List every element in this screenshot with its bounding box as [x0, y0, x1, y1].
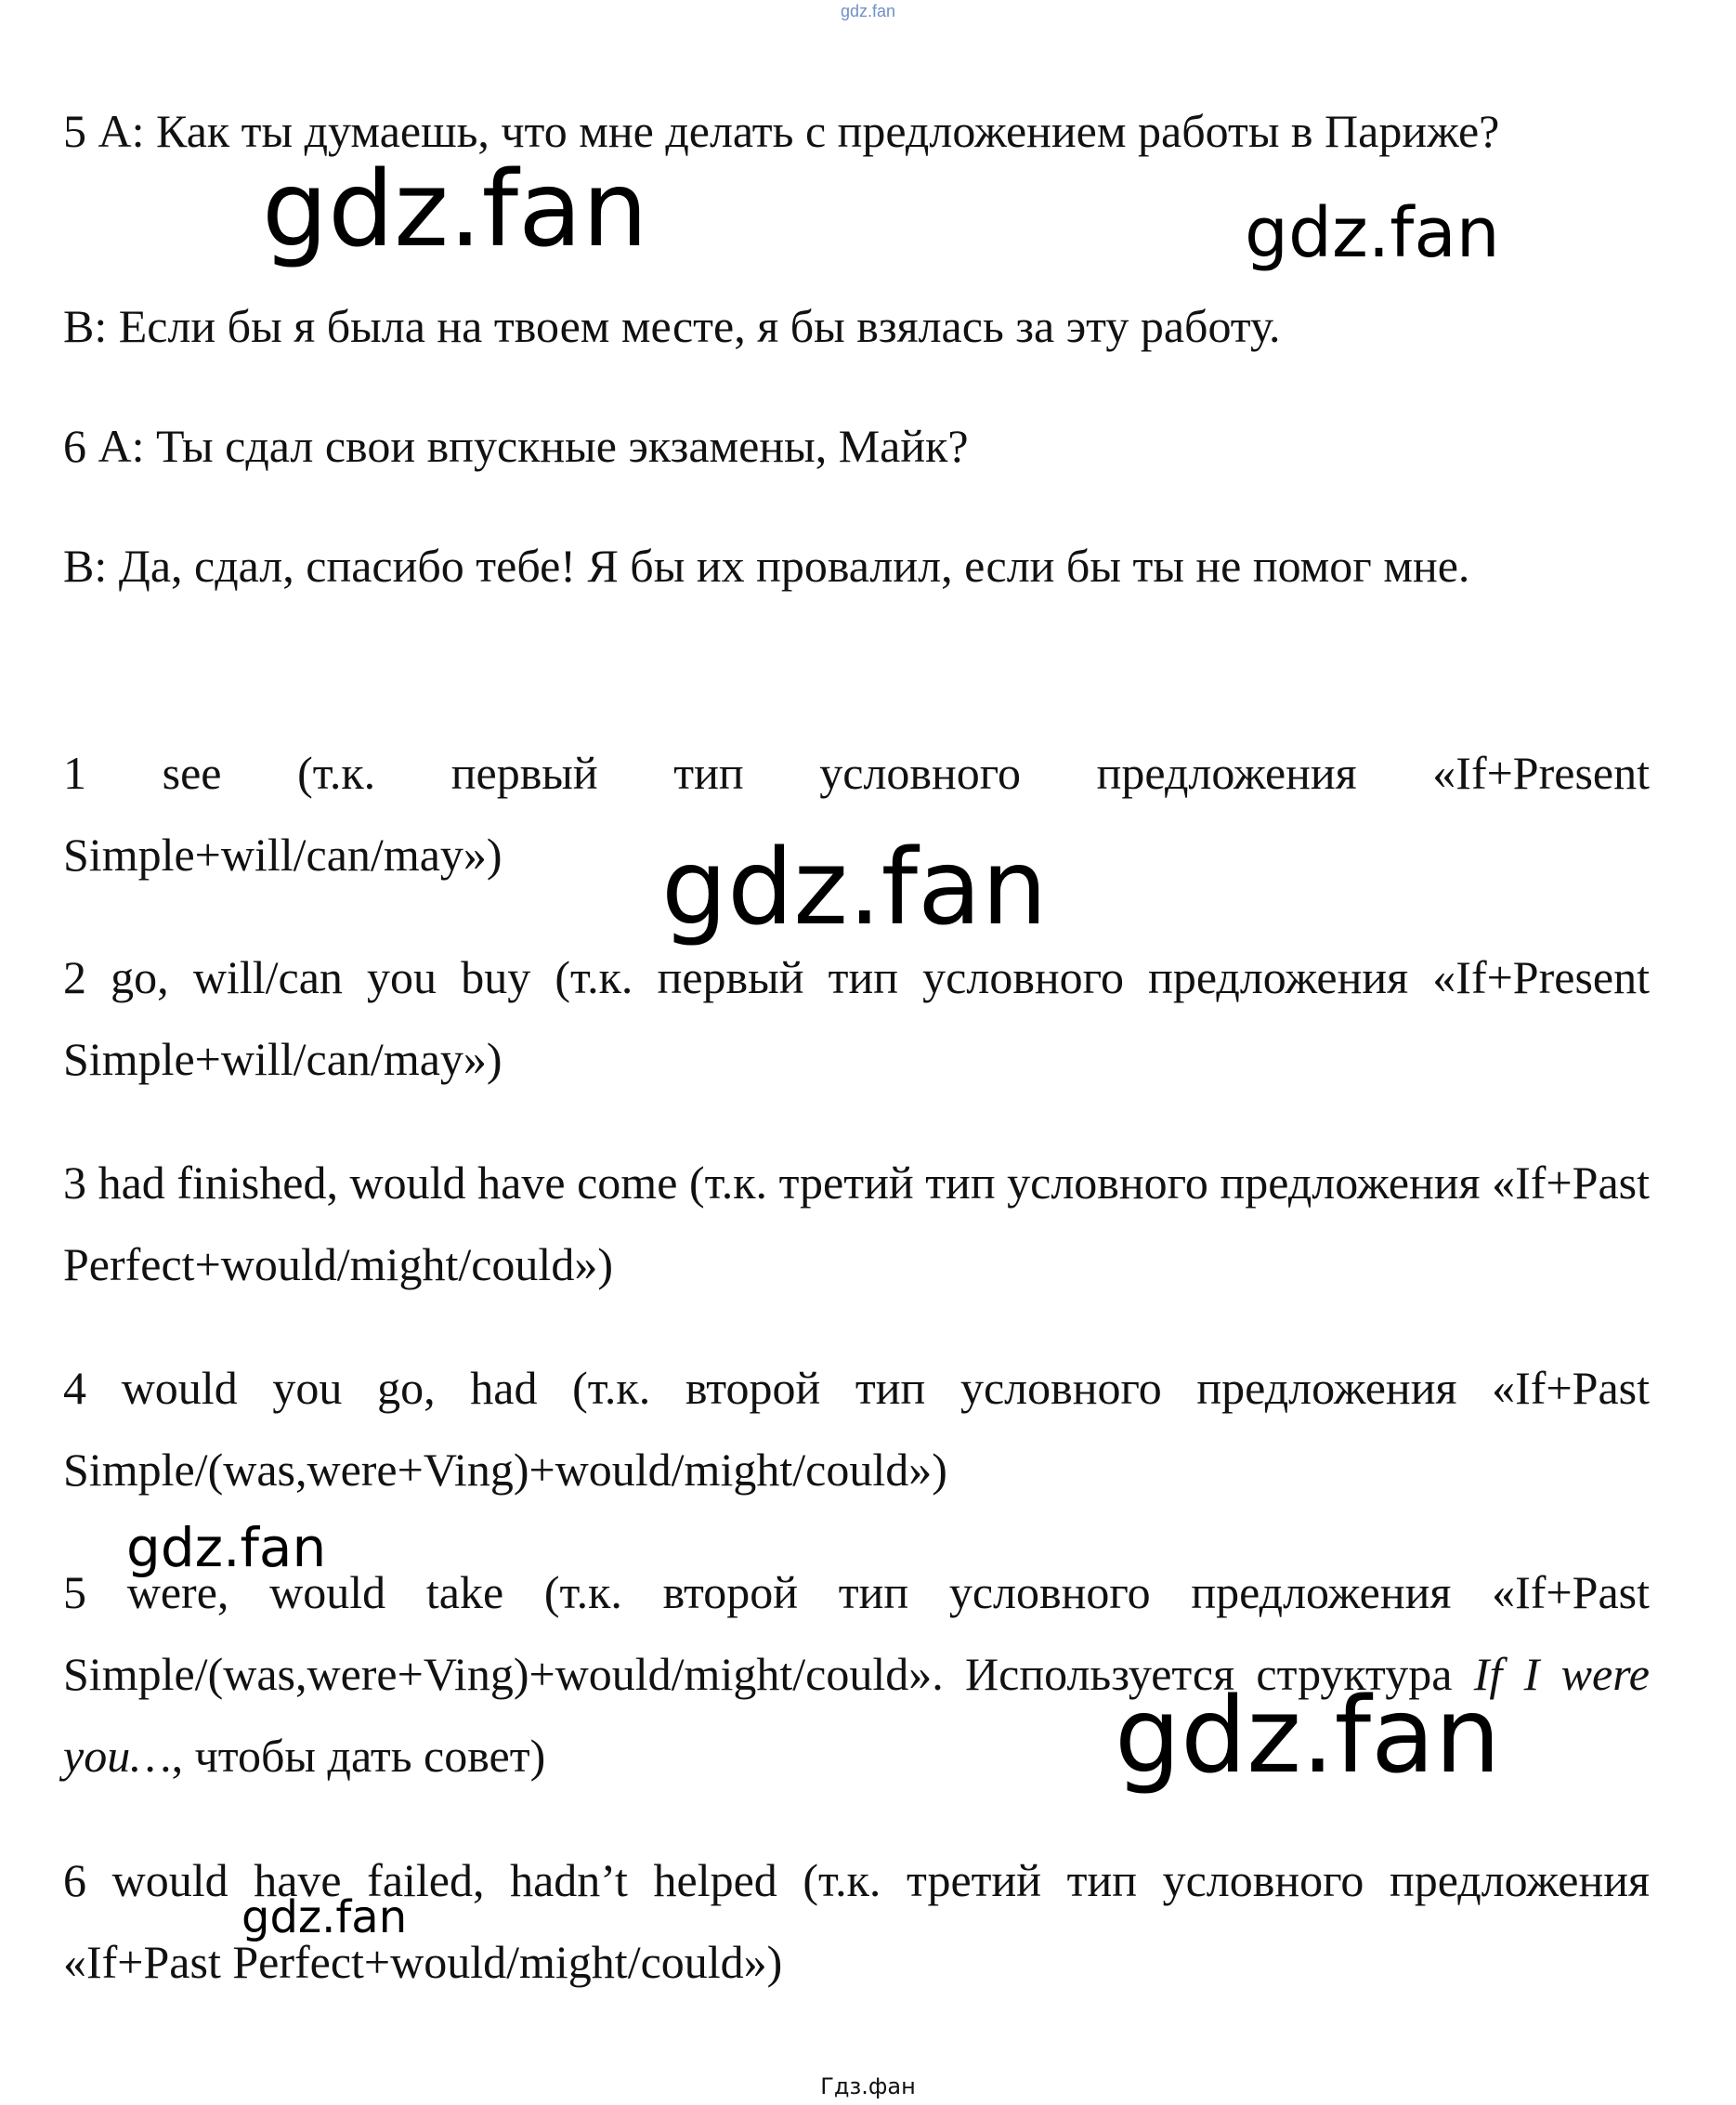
watermark-gdz-fan: gdz.fan	[661, 828, 1048, 948]
footer-site-mark: Гдз.фан	[820, 2073, 916, 2099]
dialogue-6-line-a: 6 А: Ты сдал свои впускные экзамены, Майк?	[63, 420, 969, 472]
watermark-gdz-fan: gdz.fan	[262, 150, 648, 270]
answer-5-text-after: , чтобы дать совет)	[171, 1730, 546, 1782]
answer-2: 2 go, will/can you buy (т.к. первый тип условного предложения «If+Present Simple+will/can/may»)	[63, 951, 1650, 1085]
answer-5-text-before: 5 were, would take (т.к. второй тип условного предложения «If+Past Simple/(was,were+Ving)+would/might/could». Используется структура	[63, 1566, 1650, 1700]
answer-6: 6 would have failed, hadn’t helped (т.к. третий тип условного предложения «If+Past Perfect+would/might/could»)	[63, 1854, 1650, 1988]
dialogue-5-line-b: В: Если бы я была на твоем месте, я бы взялась за эту работу.	[63, 300, 1281, 352]
watermark-gdz-fan: gdz.fan	[241, 1891, 408, 1943]
answer-4: 4 would you go, had (т.к. второй тип условного предложения «If+Past Simple/(was,were+Ving)+would/might/could»)	[63, 1362, 1650, 1496]
dialogue-5-line-a: 5 А: Как ты думаешь, что мне делать с предложением работы в Париже?	[63, 105, 1500, 157]
dialogue-6-line-b: В: Да, сдал, спасибо тебе! Я бы их провалил, если бы ты не помог мне.	[63, 540, 1470, 592]
answer-3: 3 had finished, would have come (т.к. третий тип условного предложения «If+Past Perfect+would/might/could»)	[63, 1157, 1650, 1290]
watermark-gdz-fan: gdz.fan	[1115, 1676, 1501, 1797]
watermark-gdz-fan: gdz.fan	[126, 1516, 327, 1579]
answer-5-italic-phrase: If I were you…	[63, 1648, 1650, 1782]
watermark-gdz-fan: gdz.fan	[1245, 193, 1500, 273]
header-site-mark: gdz.fan	[840, 2, 896, 20]
answer-1: 1 see (т.к. первый тип условного предложения «If+Present Simple+will/can/may»)	[63, 747, 1650, 881]
